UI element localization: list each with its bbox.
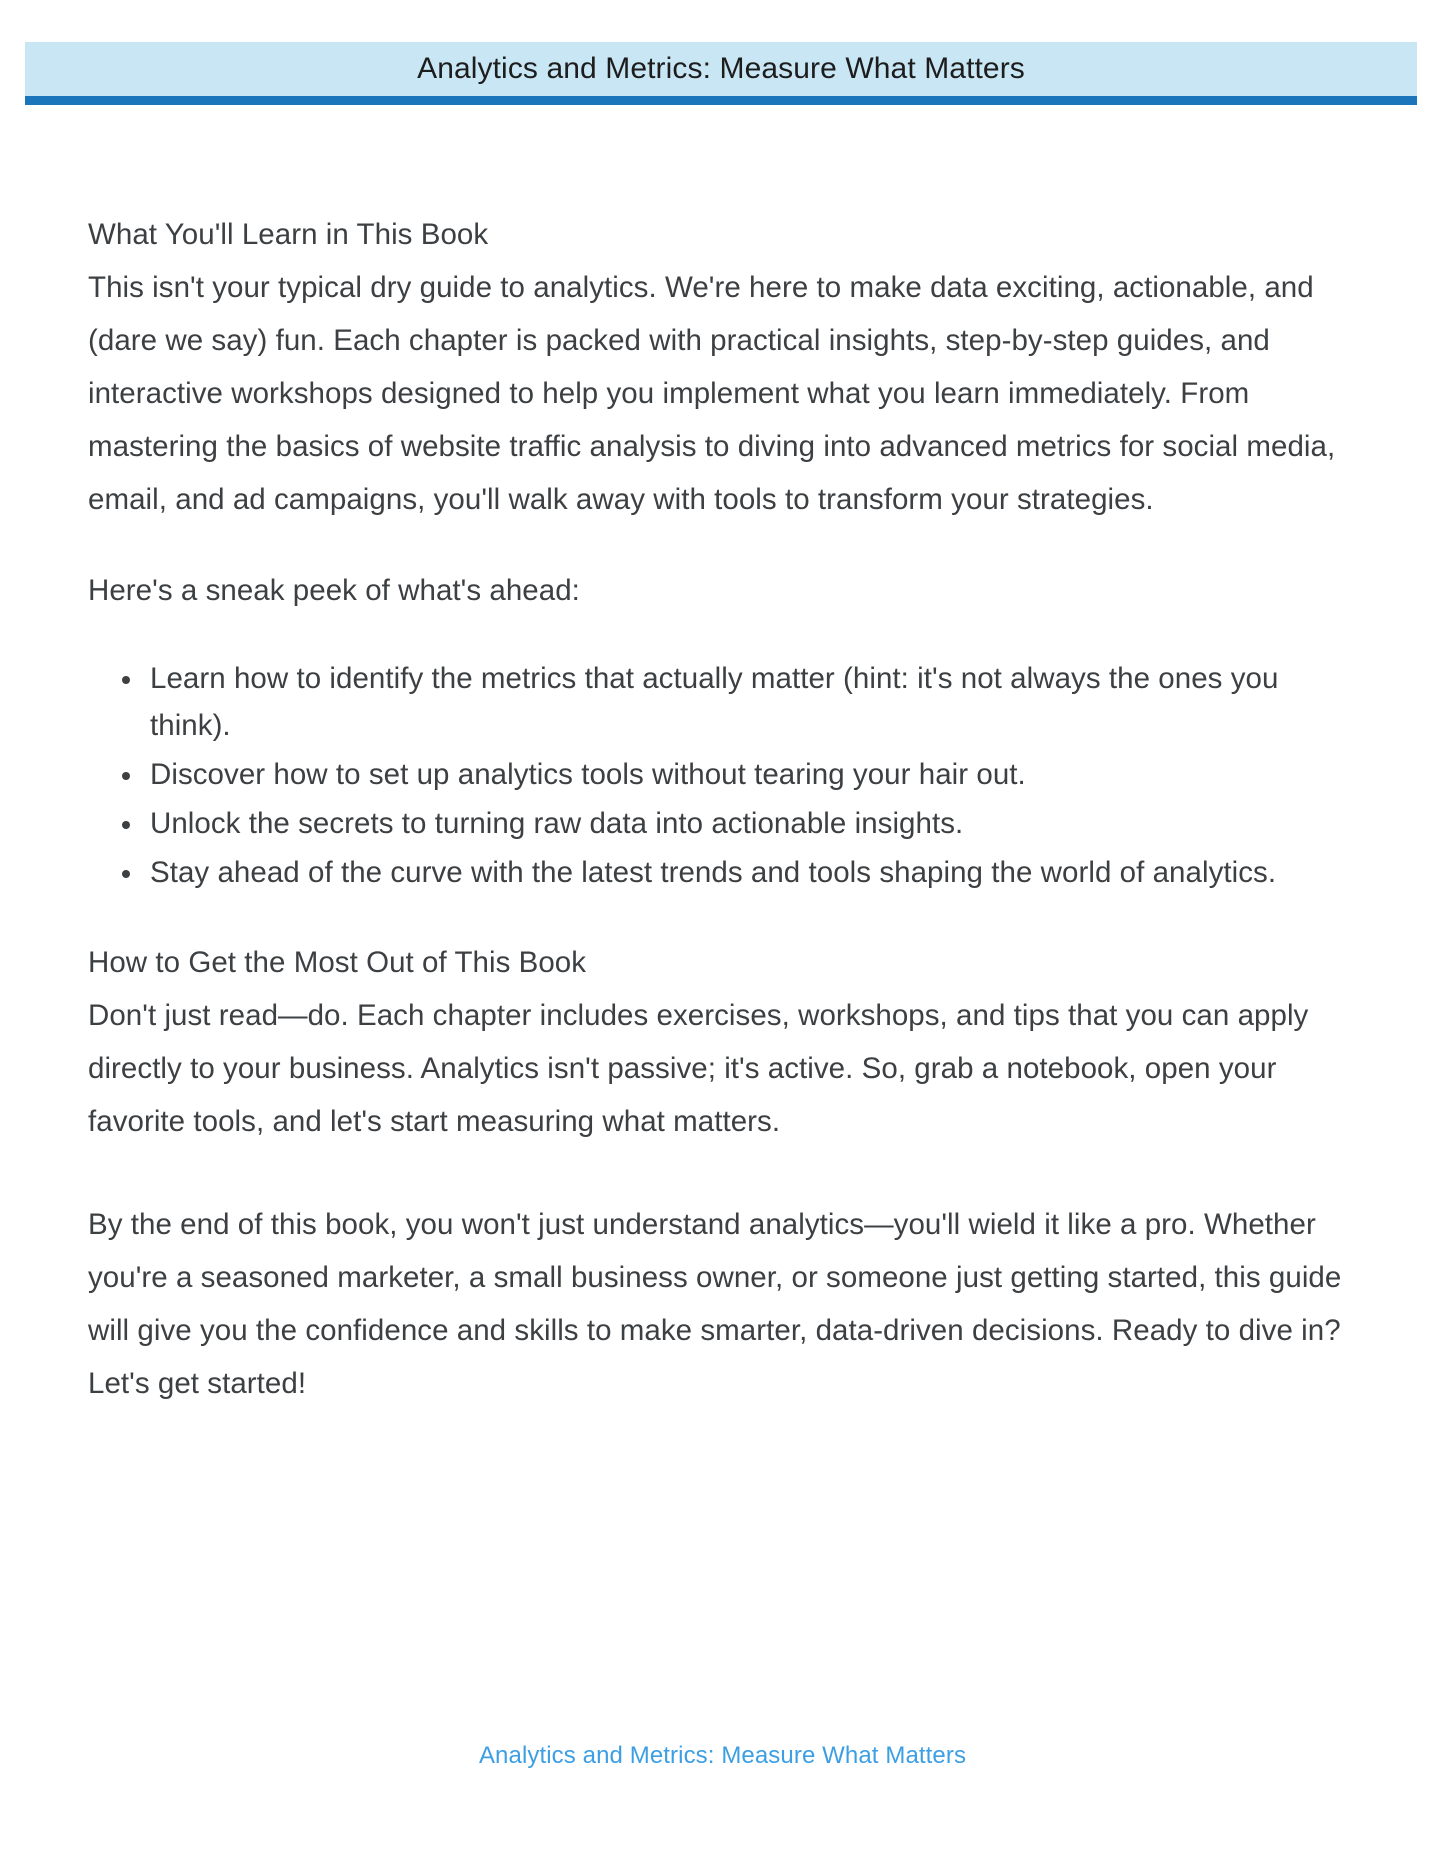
closing-paragraph: By the end of this book, you won't just understand analytics—you'll wield it like a pro. Whether you're a seasoned marketer, a small business owner, or someone just getting started, this guide will give you the confidence and skills to make smarter, data-driven decisions. Ready to dive in? Let's get started! bbox=[88, 1208, 1342, 1400]
page-footer bbox=[0, 1742, 1445, 1770]
list-item: Learn how to identify the metrics that actually matter (hint: it's not always the ones you think). bbox=[150, 655, 1358, 749]
post-list-spacer bbox=[88, 898, 1358, 936]
footer-title-text: Analytics and Metrics: Measure What Matters bbox=[478, 1742, 967, 1769]
list-item: Stay ahead of the curve with the latest trends and tools shaping the world of analytics. bbox=[150, 849, 1358, 896]
section-heading-what-youll-learn: What You'll Learn in This Book bbox=[88, 218, 489, 251]
page-title: Analytics and Metrics: Measure What Matters bbox=[417, 52, 1025, 85]
list-spacer bbox=[88, 617, 1358, 655]
paragraph-spacer bbox=[88, 526, 1358, 564]
header-divider-rule bbox=[25, 96, 1417, 105]
intro-paragraph: This isn't your typical dry guide to analytics. We're here to make data exciting, actionable, and (dare we say) fun. Each chapter is packed with practical insights, step-by-step guides, and interactive workshops designed to help you implement what you learn immediately. From mastering the basics of website traffic analysis to diving into advanced metrics for social media, email, and ad campaigns, you'll walk away with tools to transform your strategies. bbox=[88, 271, 1336, 516]
list-item: Discover how to set up analytics tools without tearing your hair out. bbox=[150, 751, 1358, 798]
page-header-band bbox=[25, 42, 1417, 96]
sneak-peek-lead-in: Here's a sneak peek of what's ahead: bbox=[88, 574, 580, 607]
section-heading-how-to-get-the-most: How to Get the Most Out of This Book bbox=[88, 946, 587, 979]
closing-spacer bbox=[88, 1148, 1358, 1198]
list-item: Unlock the secrets to turning raw data into actionable insights. bbox=[150, 800, 1358, 847]
document-content bbox=[88, 208, 1358, 1410]
how-to-paragraph: Don't just read—do. Each chapter includes exercises, workshops, and tips that you can apply directly to your business. Analytics isn't passive; it's active. So, grab a notebook, open your favorite tools, and let's start measuring what matters. bbox=[88, 999, 1309, 1138]
sneak-peek-list bbox=[88, 655, 1358, 896]
